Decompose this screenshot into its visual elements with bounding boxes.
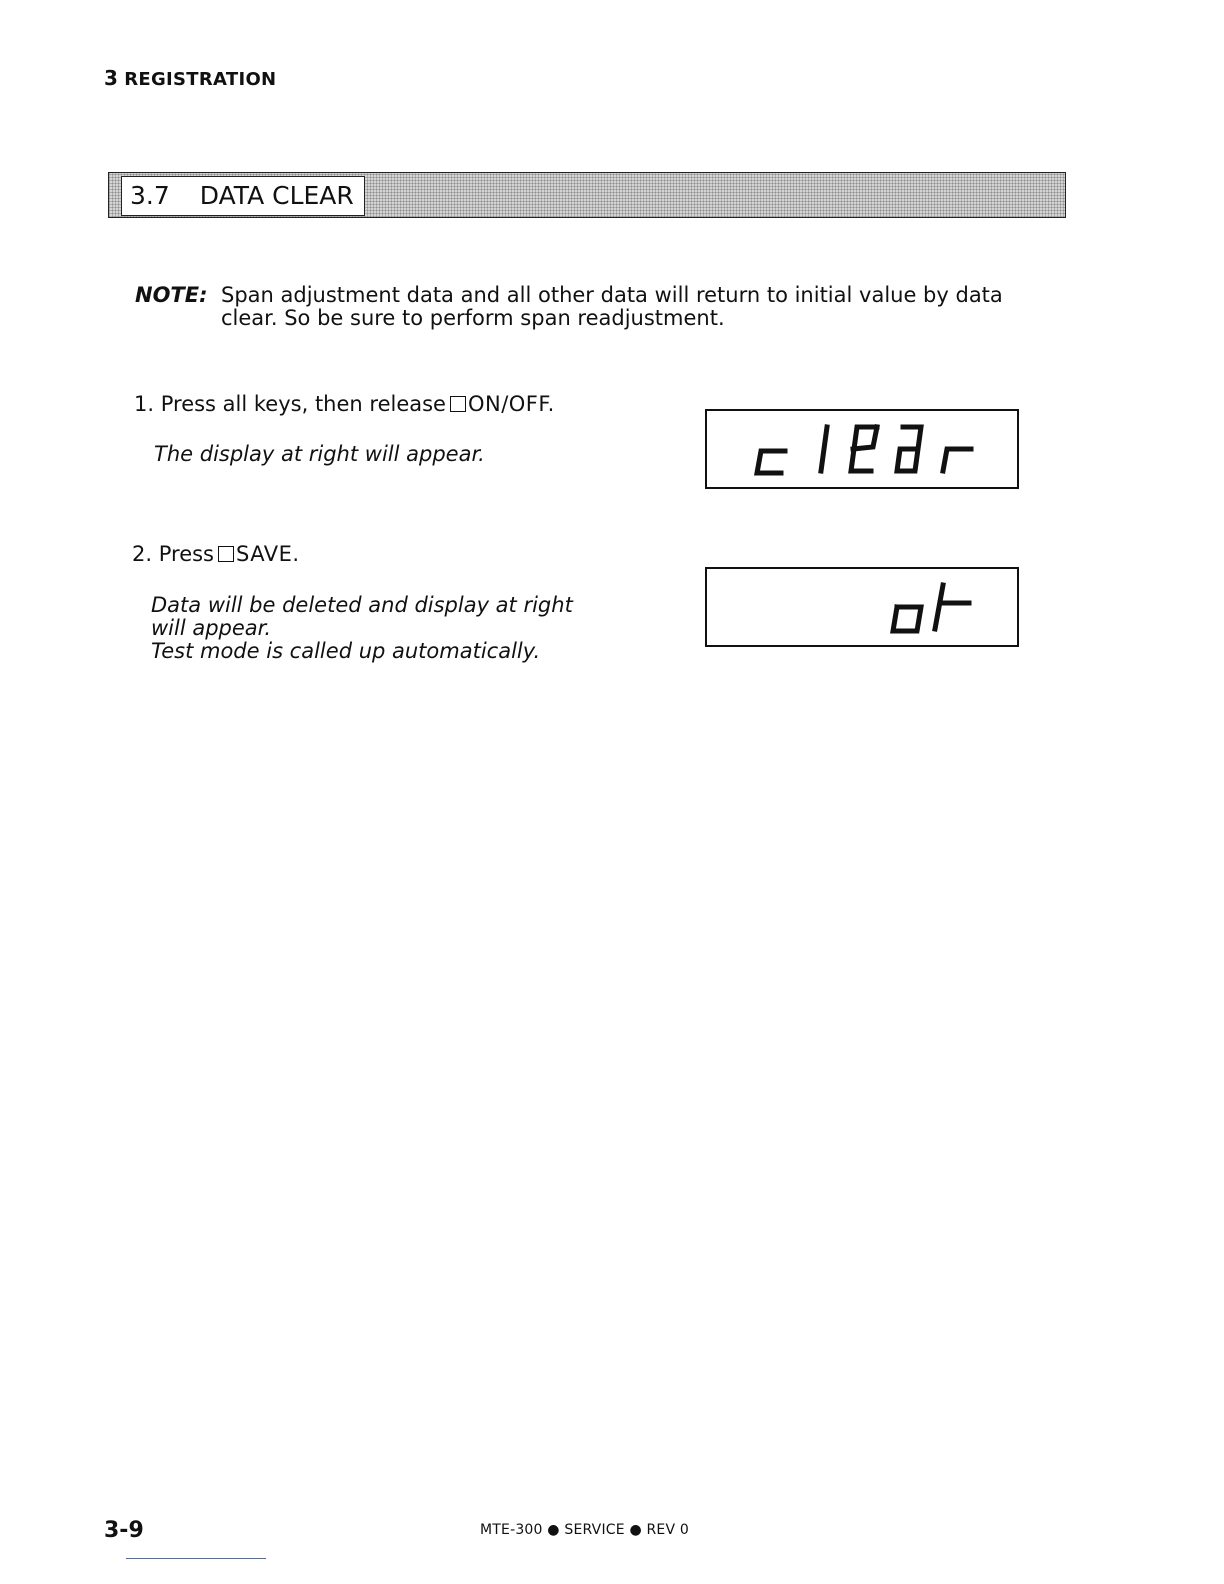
segment-char-a xyxy=(897,427,921,471)
note-text: Span adjustment data and all other data will return to initial value by data clear. So be sure to perform span readjustment. xyxy=(221,283,1003,330)
segment-char-c xyxy=(757,451,785,473)
footer-doc-info: MTE-300 ● SERVICE ● REV 0 xyxy=(480,1522,690,1538)
step-1 xyxy=(134,393,555,416)
step-2 xyxy=(132,543,300,566)
step-2-number: 2. xyxy=(132,542,153,566)
display-ok xyxy=(705,567,1019,647)
seven-segment-clear xyxy=(707,411,1017,487)
section-title-text: DATA CLEAR xyxy=(199,181,354,210)
chapter-header xyxy=(104,66,276,90)
segment-char-l xyxy=(821,427,827,471)
step-2-description-line: Test mode is called up automatically. xyxy=(151,639,541,663)
section-number: 3.7 xyxy=(130,181,170,210)
chapter-title: REGISTRATION xyxy=(124,69,277,90)
note-label: NOTE: xyxy=(135,283,208,307)
step-1-text: Press all keys, then release xyxy=(160,392,446,416)
step-1-key: ON/OFF. xyxy=(467,392,555,416)
segment-char-o xyxy=(893,607,921,631)
footer-divider xyxy=(126,1558,266,1559)
segment-char-r xyxy=(943,449,971,471)
chapter-number: 3 xyxy=(104,66,119,90)
step-1-number: 1. xyxy=(134,392,155,416)
step-2-description xyxy=(151,594,671,663)
section-title xyxy=(121,176,365,216)
step-1-description-line: The display at right will appear. xyxy=(154,442,485,466)
step-2-key: SAVE. xyxy=(236,542,300,566)
seven-segment-ok xyxy=(707,569,1017,645)
step-2-text: Press xyxy=(158,542,215,566)
page-number: 3-9 xyxy=(104,1518,144,1543)
step-2-description-line: Data will be deleted and display at right xyxy=(151,593,573,617)
step-1-description xyxy=(154,443,674,466)
segment-char-k xyxy=(935,585,943,629)
key-box-icon xyxy=(218,546,234,562)
step-2-description-line: will appear. xyxy=(151,616,272,640)
key-box-icon xyxy=(450,396,466,412)
display-clear xyxy=(705,409,1019,489)
